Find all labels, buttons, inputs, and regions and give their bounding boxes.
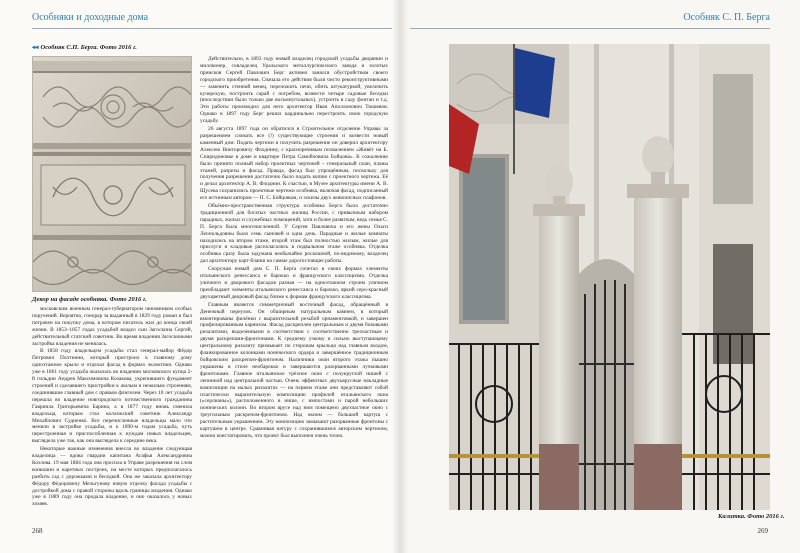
facade-relief-illustration [33, 57, 192, 292]
paragraph: 26 августа 1897 года он обратился в Строительное отделение Управы за разрешением сломать все (!) существующие строения и возвести новый каменный дом. Подать чертежи и получить разрешение он доверил архитектору Алексею Викторовичу Флоднину, с красноречивым похвалением «Живёт на Б. Спиридоновке в доме и квартире Петра Самойловича Бойцова». К сожалению было принято полный набор проектных чертежей – генеральный план, планы этажей, разрезы и фасад. Правда, фасад был упрощённым, поскольку для получения разрешения достаточно было подать копию с проектного чертежа. Её и делал архитектор А. В. Флоднин. К счастью, в Музее архитектуры имени А. В. Щусева сохранились проектные чертежи особняка, включая фасад, подписанный его истинным автором — П. С. Бойцовым, и эскизы двух живописных плафонов. [200, 126, 388, 202]
page-number-right: 269 [757, 527, 768, 535]
facade-decor-image [32, 56, 192, 292]
header-rule-left [32, 28, 392, 29]
caption-arrow-icon: ◂◂ [32, 44, 39, 51]
top-caption [32, 43, 137, 51]
facade-caption: Декор на фасаде особняка. Фото 2016 г. [32, 296, 147, 303]
paragraph: Некоторые важные изменения внесла во владение следующая владелица — вдова гвардии капитана Агафья Александровна Козлова. 19 мая 1884 года она просила в Управе разрешения на слом конюшни и каретных построек, на месте которых предполагалось разбить сад с дорожками и беседкой. Она же заказала архитектору Фёдору Фёдоровичу Мельгунову новую отделку фасада усадьбы с достройкой дома с правой стороны вдоль границы владения. Однако уже в 1889 году она продала владение, и оно оказалось у новых хозяев. [32, 446, 192, 508]
text-column-b [200, 56, 388, 520]
page-number-left: 268 [32, 527, 43, 535]
running-head-right: Особняк С. П. Берга [683, 12, 770, 23]
paragraph: В 1858 году владельцем усадьбы стал генерал-майор Фёдор Петрович Полтинин, который пристроил к главному дому одноэтажное крыло и отделал фасад в формах эклектики. Однако уже в 1861 году усадьба оказалась во владении московского купца 2-й гильдии Андрея Максимовича Козакова, укрепившего фундамент строений и сделавшего пристройки к жилым и нежилым строениям, соединившие главный дом с правым флигелем. Через 10 лет усадьба перешла во владение новгородского потомственного гражданина Гавриила Григорьевича Барина, а в 1877 году вновь сменила владельца, которым стал коллежский советник Александр Михайлович Судиенко. Все перечисленные владельцы мало что меняли в застройке усадьбы, и к 1890-м годам усадьба, чуть перестроенная и приспособленная к нуждам новых владельцев, выглядела уже так, как она выглядела к середине века. [32, 348, 192, 445]
paragraph: московским военным генерал-губернатором чиновником особых поручений. Вероятно, гонорар за выданный в 1829 году роман и был потрачен на покупку дома, в котором писатель жил до конца своей жизни. В 1853–1857 годах усадьбой владел сын Загоскина Сергей, действительный статский советник. Во время владения Загоскиными застройка владения не менялась. [32, 306, 192, 347]
gate-caption: Калитка. Фото 2016 г. [718, 513, 785, 520]
paragraph: Главным является симметричный восточный фасад, обращённый в Денежный переулок. Он обширным натуральным камнем, в который вмонтированы филёнки с выразительной резьбой орнаментовкой, и завершен профилированным карнизом. Фасад раскреплен центральным и двумя боковыми ризалитами, выделенными в соответствии с соответственно трехчастным и двумя раскрепами-фронтонами. К среднему узкому и сильно выступающему центральному ризалиту примыкает по сторонам крыльцо над главным входом, фланкированное колонками ионического ордера и завершённое традиционным бойцовским раскрепом-фронтоном. Наличники окон второго этажа пышно украшены в стиле необарокко и завершаются разорванными лучковыми фронтонами. Главное итальянское трёхное окно с полукруглой нишей с лепниной над центральной частью. Очень эффектных двухъярусные накладные композиции на малых ризалитах — на первом этаже они представляют собой пластически выразительную композицию профилей итальянского окна («серлианы»), расположенного в нише, с импостами и парой небольших ионических колонн. Во втором ярусе над ним помещено двухчастное окно с треугольным раскрепом-фронтоном. Над окном — большой картуш с растительным украшением. Эту композицию замыкают разорванные фронтоны с картушем в центре. Сравнивая натуру с сохранившимся авторским чертежом, можно констатировать, что проект был выполнен очень точно. [200, 301, 388, 439]
gate-photo-illustration [449, 44, 770, 510]
header-rule-right [410, 28, 770, 29]
paragraph: Действительно, в 1893 году новый владелец городской усадьбы дворянин и миллионер, совладелец Уральского металлургического завода и золотых приисков Сергей Павлович Берг активно занялся обустройством своего городского приобретения. Сначала его действия были чисто реконструктивными — заменить стенной венец, переложить печи, обить штукатуркой, увеличить кучерскую, построить сарай с погребом, возвести четыре садовые беседки (впоследствии было только две восьмиугольных), устроить в саду фонтан и т.д. Эти работы производил для него архитектор Иван Аполлонович Тюшевов. Однако в 1897 году Берг решил кардинально перестроить свою городскую усадьбу. [200, 56, 388, 125]
top-caption-text: Особняк С.П. Берга. Фото 2016 г. [40, 44, 137, 51]
book-gutter [392, 0, 408, 553]
running-head-left: Особняки и доходные дома [32, 12, 149, 23]
paragraph: Сооружая новый дом С. П. Берга сочетал в своих формах элементы итальянского ренессанса и барокко и французского классицизма. Отделка уличного и дворового фасадов разная — на одноэтажном строим уличном преобладают элементы итальянского ренессанса и барокко, яркий серо-красный двухцветный дворовый фасад ближе к формам французского классицизма. [200, 266, 388, 300]
text-column-a [32, 306, 192, 518]
gate-photo [449, 44, 770, 510]
paragraph: Объёмно-пространственная структура особняка Берга была достаточно традиционной для богатых частных жилищ России, с привычным набором парадных, жилых и служебных помещений, хотя и более развитым, ведь семья С. П. Берга была многочисленной. У Сергея Павловича и его жены Ольги Леопольдовны было семь сыновей и одна дочь. Парадные и жилые комнаты находились на втором этаже, второй этаж был полностью жилым, жилые для прислуги и кладовые располагались в подвальном этаже особняка. Отделка особняка сразу была задумана необычайно роскошной, по-видимому, владелец дал архитектору карт-бланш на самые дорогостоящие работы. [200, 203, 388, 265]
